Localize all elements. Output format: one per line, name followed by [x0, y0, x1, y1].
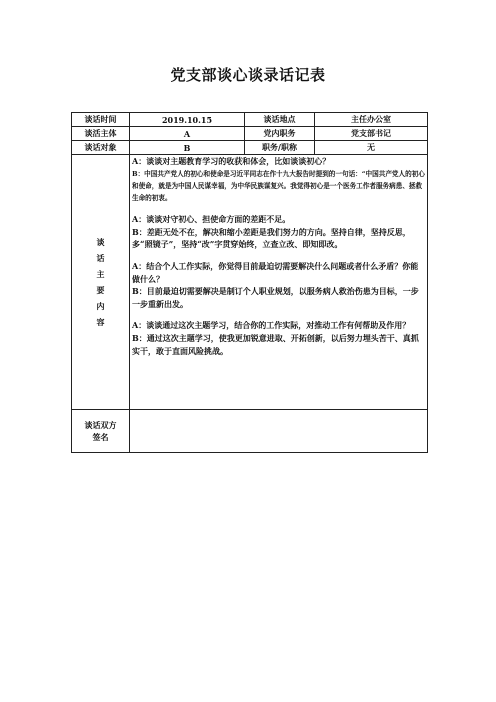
- content-label: [72, 155, 130, 410]
- job-title-label: 职务/职称: [245, 141, 315, 155]
- time-value: 2019.10.15: [130, 113, 245, 127]
- signature-label-line: 谈话双方: [84, 420, 117, 431]
- question-line: A：谈谈对主题教育学习的收获和体会，比如谈谈初心？: [132, 156, 331, 166]
- subject-value: A: [130, 127, 245, 141]
- table-row: [72, 141, 428, 155]
- content-label-char: 主: [96, 269, 105, 280]
- question-line: A：谈谈通过这次主题学习，结合你的工作实际，对推动工作有何帮助及作用？: [132, 320, 411, 331]
- answer-line: B：目前最迫切需要解决是制订个人职业规划，以服务病人救治伤患为目标，一步一步重新出发。: [132, 286, 419, 309]
- content-label-char: 容: [96, 317, 105, 328]
- subject-label: 谈活主体: [72, 127, 130, 141]
- table-row: [72, 113, 428, 127]
- place-value: 主任办公室: [315, 113, 428, 127]
- signature-label: [72, 410, 130, 453]
- question-line: A：谈谈对守初心、担使命方面的差距不足。: [132, 214, 291, 225]
- question-line: A：结合个人工作实际，你觉得目前最迫切需要解决什么问题或者什么矛盾？你能做什么？: [132, 260, 419, 284]
- conversation-content: [130, 155, 428, 410]
- content-label-char: 谈: [96, 237, 105, 248]
- post-value: 党支部书记: [315, 127, 428, 141]
- object-value: B: [130, 141, 245, 155]
- content-label-char: 内: [96, 301, 105, 312]
- answer-line: B：中国共产党人的初心和使命是习近平同志在作十九大报告时提到的一句话：“中国共产党人的初心和使命，就是为中国人民谋幸福，为中华民族谋复兴。我觉得初心是一个医务工作者服务病患、拯救生命的初衷。: [132, 169, 425, 202]
- table-row: [72, 127, 428, 141]
- signature-field[interactable]: [130, 410, 428, 453]
- answer-line: B：差距无处不在，解决和缩小差距是我们努力的方向。坚持自律，坚持反思，多“照镜子”，坚持“改”字贯穿始终，立查立改、即知即改。: [132, 226, 411, 250]
- object-label: 谈话对象: [72, 141, 130, 155]
- table-row: [72, 155, 428, 410]
- interview-record-table: [71, 112, 428, 453]
- page-title: 党支部谈心谈录话记表: [170, 66, 326, 84]
- table-row: [72, 410, 428, 453]
- content-label-char: 话: [96, 253, 105, 264]
- signature-label-line: 签名: [92, 432, 109, 443]
- job-title-value: 无: [315, 141, 428, 155]
- time-label: 谈话时间: [72, 113, 130, 127]
- post-label: 党内职务: [245, 127, 315, 141]
- answer-line: B：通过这次主题学习，使我更加锐意进取、开拓创新，以后努力埋头苦干、真抓实干，敢于直面风险挑战。: [132, 332, 419, 356]
- content-label-char: 要: [96, 285, 105, 296]
- place-label: 谈话地点: [245, 113, 315, 127]
